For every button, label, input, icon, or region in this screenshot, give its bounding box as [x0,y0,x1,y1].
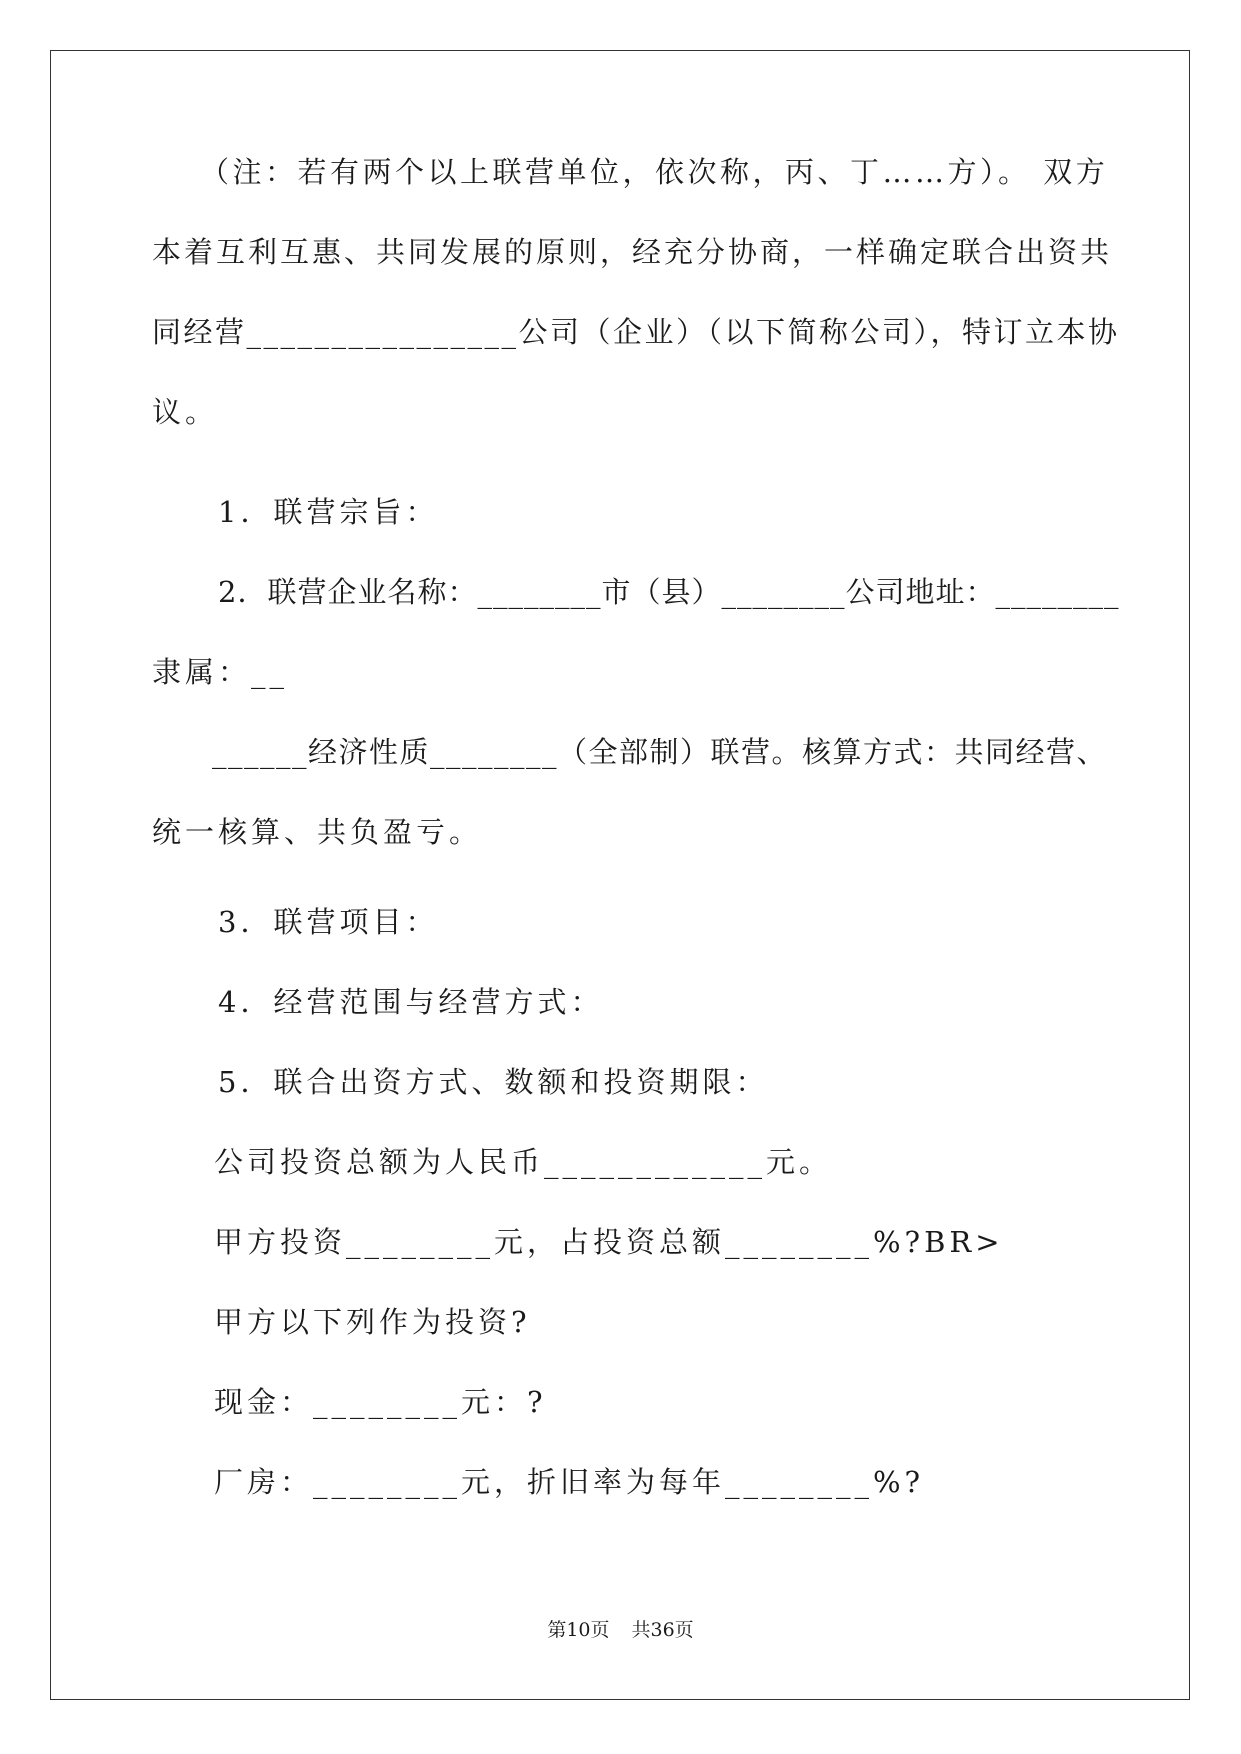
section-heading: 4．经营范围与经营方式： [218,985,604,1019]
paragraph-line: 隶属：__ [152,655,289,689]
section-heading: 5．联合出资方式、数额和投资期限： [218,1065,769,1099]
paragraph-line: 公司投资总额为人民币____________元。 [214,1145,833,1179]
paragraph-line: 2．联营企业名称：________市（县）________公司地址：________ [218,575,1120,609]
paragraph-line: 厂房：________元，折旧率为每年________%? [214,1465,925,1499]
paragraph-line: 现金：________元：? [214,1385,547,1419]
paragraph-line: 本着互利互惠、共同发展的原则，经充分协商，一样确定联合出资共 [152,235,1113,269]
section-heading: 1．联营宗旨： [218,495,439,529]
paragraph-line: ______经济性质________（全部制）联营。核算方式：共同经营、 [212,735,1108,769]
page-footer [0,1618,1241,1642]
page-border [50,50,1190,1700]
paragraph-line: 甲方投资________元，占投资总额________%?BR> [214,1225,1004,1259]
paragraph-line: 同经营________________公司（企业）（以下简称公司），特订立本协 [152,315,1120,349]
page-number-current: 第10页 [547,1619,610,1641]
paragraph-line: 甲方以下列作为投资? [214,1305,531,1339]
page-number-total: 共36页 [631,1619,694,1641]
paragraph-line: （注：若有两个以上联营单位，依次称，丙、丁……方）。 双方 [200,155,1109,189]
section-heading: 3．联营项目： [218,905,439,939]
paragraph-line: 统一核算、共负盈亏。 [152,815,483,849]
paragraph-line: 议。 [152,395,219,429]
